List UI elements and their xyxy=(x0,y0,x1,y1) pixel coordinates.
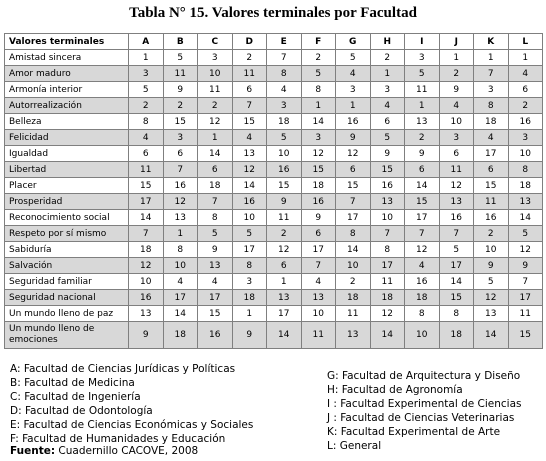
table-cell: 12 xyxy=(129,258,164,274)
table-cell: 4 xyxy=(474,130,509,146)
column-header: E xyxy=(267,34,302,50)
row-label: Un mundo lleno de paz xyxy=(5,306,129,322)
table-cell: 9 xyxy=(267,194,302,210)
table-cell: 13 xyxy=(508,194,543,210)
column-header: I xyxy=(405,34,440,50)
table-cell: 12 xyxy=(439,178,474,194)
table-cell: 18 xyxy=(301,178,336,194)
table-cell: 15 xyxy=(439,290,474,306)
table-cell: 17 xyxy=(439,258,474,274)
legend-item: I : Facultad Experimental de Ciencias xyxy=(327,398,522,410)
table-cell: 17 xyxy=(198,290,233,306)
table-cell: 1 xyxy=(129,50,164,66)
table-cell: 8 xyxy=(301,82,336,98)
table-cell: 3 xyxy=(163,130,198,146)
row-label: Libertad xyxy=(5,162,129,178)
table-cell: 7 xyxy=(163,162,198,178)
table-cell: 14 xyxy=(474,322,509,349)
table-cell: 6 xyxy=(198,162,233,178)
table-cell: 17 xyxy=(474,146,509,162)
table-cell: 17 xyxy=(405,210,440,226)
table-row xyxy=(5,130,543,146)
row-label: Amistad sincera xyxy=(5,50,129,66)
table-cell: 5 xyxy=(232,226,267,242)
table-cell: 7 xyxy=(301,258,336,274)
row-label: Reconocimiento social xyxy=(5,210,129,226)
table-cell: 5 xyxy=(267,130,302,146)
table-cell: 11 xyxy=(336,306,371,322)
table-cell: 3 xyxy=(232,274,267,290)
table-cell: 13 xyxy=(267,290,302,306)
table-cell: 16 xyxy=(474,210,509,226)
table-cell: 10 xyxy=(301,306,336,322)
legend-item: J : Facultad de Ciencias Veterinarias xyxy=(327,412,515,424)
row-label: Belleza xyxy=(5,114,129,130)
table-cell: 5 xyxy=(129,82,164,98)
table-cell: 10 xyxy=(508,146,543,162)
table-cell: 15 xyxy=(474,178,509,194)
column-header: B xyxy=(163,34,198,50)
table-cell: 15 xyxy=(163,114,198,130)
column-header: D xyxy=(232,34,267,50)
table-cell: 10 xyxy=(336,258,371,274)
table-cell: 5 xyxy=(163,50,198,66)
table-cell: 1 xyxy=(163,226,198,242)
table-cell: 1 xyxy=(336,98,371,114)
table-cell: 3 xyxy=(370,82,405,98)
table-cell: 15 xyxy=(232,114,267,130)
table-row xyxy=(5,290,543,306)
legend-item: L: General xyxy=(327,440,382,452)
table-cell: 15 xyxy=(405,194,440,210)
row-label: Placer xyxy=(5,178,129,194)
table-cell: 11 xyxy=(301,322,336,349)
table-cell: 3 xyxy=(198,50,233,66)
table-cell: 8 xyxy=(267,66,302,82)
table-row xyxy=(5,82,543,98)
table-cell: 7 xyxy=(232,98,267,114)
table-cell: 17 xyxy=(508,290,543,306)
table-cell: 8 xyxy=(405,306,440,322)
table-cell: 12 xyxy=(474,290,509,306)
table-cell: 4 xyxy=(163,274,198,290)
table-cell: 9 xyxy=(508,258,543,274)
table-cell: 8 xyxy=(370,242,405,258)
table-cell: 13 xyxy=(370,194,405,210)
table-cell: 8 xyxy=(336,226,371,242)
legend-item: A: Facultad de Ciencias Jurídicas y Políticas xyxy=(10,363,236,375)
table-row xyxy=(5,274,543,290)
table-cell: 9 xyxy=(232,322,267,349)
table-cell: 4 xyxy=(336,66,371,82)
table-cell: 7 xyxy=(439,226,474,242)
table-cell: 18 xyxy=(198,178,233,194)
row-label: Un mundo lleno de emociones xyxy=(5,322,129,349)
legend-item: K: Facultad Experimental de Arte xyxy=(327,426,501,438)
table-cell: 17 xyxy=(370,258,405,274)
table-cell: 12 xyxy=(198,114,233,130)
table-cell: 13 xyxy=(301,290,336,306)
table-cell: 4 xyxy=(129,130,164,146)
table-cell: 18 xyxy=(163,322,198,349)
table-cell: 3 xyxy=(508,130,543,146)
table-cell: 5 xyxy=(301,66,336,82)
table-cell: 14 xyxy=(508,210,543,226)
table-cell: 16 xyxy=(301,194,336,210)
table-row xyxy=(5,114,543,130)
row-label: Amor maduro xyxy=(5,66,129,82)
table-cell: 1 xyxy=(405,98,440,114)
table-cell: 12 xyxy=(267,242,302,258)
source-label: Fuente: xyxy=(10,445,56,457)
table-cell: 16 xyxy=(129,290,164,306)
table-cell: 18 xyxy=(474,114,509,130)
table-cell: 14 xyxy=(336,242,371,258)
table-cell: 18 xyxy=(232,290,267,306)
table-cell: 12 xyxy=(405,242,440,258)
table-cell: 7 xyxy=(370,226,405,242)
table-cell: 16 xyxy=(405,274,440,290)
table-cell: 17 xyxy=(163,290,198,306)
table-cell: 3 xyxy=(439,130,474,146)
table-cell: 16 xyxy=(370,178,405,194)
legend-item: E: Facultad de Ciencias Económicas y Sociales xyxy=(10,419,254,431)
table-cell: 3 xyxy=(336,82,371,98)
table-cell: 2 xyxy=(129,98,164,114)
table-cell: 14 xyxy=(163,306,198,322)
table-row xyxy=(5,162,543,178)
legend-right xyxy=(327,369,522,453)
table-cell: 7 xyxy=(129,226,164,242)
table-cell: 18 xyxy=(508,178,543,194)
table-cell: 2 xyxy=(232,50,267,66)
table-cell: 7 xyxy=(267,50,302,66)
table-cell: 7 xyxy=(405,226,440,242)
table-cell: 10 xyxy=(267,146,302,162)
table-row xyxy=(5,306,543,322)
table-cell: 2 xyxy=(405,130,440,146)
table-cell: 11 xyxy=(232,66,267,82)
legend-item: B: Facultad de Medicina xyxy=(10,377,135,389)
table-row xyxy=(5,242,543,258)
table-cell: 14 xyxy=(232,178,267,194)
column-header: J xyxy=(439,34,474,50)
table-cell: 11 xyxy=(129,162,164,178)
table-cell: 10 xyxy=(232,210,267,226)
table-cell: 7 xyxy=(508,274,543,290)
table-cell: 13 xyxy=(439,194,474,210)
table-cell: 2 xyxy=(508,98,543,114)
table-row xyxy=(5,66,543,82)
table-cell: 2 xyxy=(163,98,198,114)
legend-left xyxy=(10,362,253,446)
table-cell: 5 xyxy=(439,242,474,258)
table-cell: 1 xyxy=(301,98,336,114)
legend-item: F: Facultad de Humanidades y Educación xyxy=(10,433,226,445)
table-cell: 12 xyxy=(301,146,336,162)
table-cell: 1 xyxy=(198,130,233,146)
table-cell: 18 xyxy=(336,290,371,306)
table-cell: 12 xyxy=(163,194,198,210)
table-cell: 17 xyxy=(129,194,164,210)
table-cell: 15 xyxy=(336,178,371,194)
table-cell: 7 xyxy=(474,66,509,82)
table-cell: 14 xyxy=(370,322,405,349)
row-label: Autorrealización xyxy=(5,98,129,114)
table-cell: 16 xyxy=(336,114,371,130)
table-cell: 15 xyxy=(198,306,233,322)
table-cell: 6 xyxy=(508,82,543,98)
source-text: Cuadernillo CACOVE, 2008 xyxy=(55,445,199,457)
legend-item: G: Facultad de Arquitectura y Diseño xyxy=(327,370,521,382)
table-row xyxy=(5,322,543,349)
table-cell: 8 xyxy=(232,258,267,274)
table-cell: 11 xyxy=(439,162,474,178)
table-cell: 18 xyxy=(129,242,164,258)
table-cell: 15 xyxy=(301,162,336,178)
table-cell: 3 xyxy=(405,50,440,66)
table-cell: 4 xyxy=(198,274,233,290)
row-label: Sabiduría xyxy=(5,242,129,258)
table-cell: 10 xyxy=(129,274,164,290)
table-row xyxy=(5,50,543,66)
table-cell: 6 xyxy=(474,162,509,178)
table-cell: 14 xyxy=(129,210,164,226)
table-cell: 9 xyxy=(163,82,198,98)
table-cell: 2 xyxy=(439,66,474,82)
table-cell: 9 xyxy=(301,210,336,226)
column-header: L xyxy=(508,34,543,50)
table-cell: 6 xyxy=(301,226,336,242)
table-cell: 3 xyxy=(129,66,164,82)
table-cell: 18 xyxy=(405,290,440,306)
table-cell: 5 xyxy=(508,226,543,242)
table-cell: 1 xyxy=(439,50,474,66)
table-cell: 8 xyxy=(474,98,509,114)
table-cell: 9 xyxy=(405,146,440,162)
table-cell: 6 xyxy=(336,162,371,178)
table-cell: 1 xyxy=(508,50,543,66)
column-header: K xyxy=(474,34,509,50)
table-cell: 10 xyxy=(474,242,509,258)
table-cell: 2 xyxy=(301,50,336,66)
table-row xyxy=(5,210,543,226)
row-label: Seguridad nacional xyxy=(5,290,129,306)
column-header: H xyxy=(370,34,405,50)
table-cell: 14 xyxy=(439,274,474,290)
table-cell: 2 xyxy=(198,98,233,114)
table-cell: 8 xyxy=(163,242,198,258)
legend-item: C: Facultad de Ingeniería xyxy=(10,391,141,403)
table-cell: 5 xyxy=(474,274,509,290)
table-cell: 2 xyxy=(267,226,302,242)
table-body xyxy=(5,50,543,349)
table-cell: 12 xyxy=(232,162,267,178)
table-cell: 5 xyxy=(405,66,440,82)
table-cell: 8 xyxy=(129,114,164,130)
table-cell: 5 xyxy=(370,130,405,146)
table-cell: 13 xyxy=(198,258,233,274)
table-cell: 9 xyxy=(198,242,233,258)
row-label: Prosperidad xyxy=(5,194,129,210)
table-cell: 6 xyxy=(370,114,405,130)
table-row xyxy=(5,98,543,114)
table-cell: 16 xyxy=(508,114,543,130)
table-row xyxy=(5,258,543,274)
table-cell: 18 xyxy=(267,114,302,130)
table-cell: 2 xyxy=(474,226,509,242)
table-cell: 6 xyxy=(267,258,302,274)
table-cell: 9 xyxy=(336,130,371,146)
table-cell: 16 xyxy=(198,322,233,349)
table-cell: 18 xyxy=(370,290,405,306)
table-cell: 4 xyxy=(301,274,336,290)
table-cell: 15 xyxy=(129,178,164,194)
table-cell: 10 xyxy=(370,210,405,226)
table-cell: 7 xyxy=(198,194,233,210)
table-cell: 6 xyxy=(129,146,164,162)
table-cell: 11 xyxy=(163,66,198,82)
table-cell: 1 xyxy=(232,306,267,322)
table-cell: 4 xyxy=(439,98,474,114)
table-cell: 17 xyxy=(267,306,302,322)
table-cell: 9 xyxy=(370,146,405,162)
table-cell: 12 xyxy=(336,146,371,162)
table-cell: 17 xyxy=(301,242,336,258)
table-cell: 16 xyxy=(439,210,474,226)
table-cell: 16 xyxy=(232,194,267,210)
table-cell: 16 xyxy=(163,178,198,194)
table-row xyxy=(5,194,543,210)
table-cell: 13 xyxy=(232,146,267,162)
table-cell: 6 xyxy=(439,146,474,162)
table-cell: 12 xyxy=(370,306,405,322)
column-header: A xyxy=(129,34,164,50)
table-cell: 13 xyxy=(405,114,440,130)
table-row xyxy=(5,178,543,194)
table-cell: 6 xyxy=(163,146,198,162)
table-cell: 7 xyxy=(336,194,371,210)
row-label: Felicidad xyxy=(5,130,129,146)
table-cell: 11 xyxy=(405,82,440,98)
table-cell: 4 xyxy=(405,258,440,274)
table-cell: 10 xyxy=(198,66,233,82)
table-cell: 4 xyxy=(508,66,543,82)
table-cell: 14 xyxy=(198,146,233,162)
table-cell: 13 xyxy=(336,322,371,349)
table-cell: 4 xyxy=(232,130,267,146)
table-cell: 11 xyxy=(267,210,302,226)
table-cell: 6 xyxy=(232,82,267,98)
table-cell: 13 xyxy=(474,306,509,322)
table-cell: 10 xyxy=(405,322,440,349)
legend-item: H: Facultad de Agronomía xyxy=(327,384,463,396)
header-values-label: Valores terminales xyxy=(5,34,129,50)
table-cell: 17 xyxy=(336,210,371,226)
table-cell: 3 xyxy=(474,82,509,98)
table-cell: 13 xyxy=(163,210,198,226)
table-row xyxy=(5,226,543,242)
row-label: Seguridad familiar xyxy=(5,274,129,290)
table-row xyxy=(5,146,543,162)
table-cell: 14 xyxy=(405,178,440,194)
table-title: Tabla N° 15. Valores terminales por Facultad xyxy=(129,5,417,21)
table-cell: 5 xyxy=(336,50,371,66)
source-note xyxy=(10,445,198,457)
values-table xyxy=(4,33,543,349)
table-cell: 3 xyxy=(301,130,336,146)
table-cell: 15 xyxy=(370,162,405,178)
column-header: G xyxy=(336,34,371,50)
table-cell: 6 xyxy=(405,162,440,178)
table-cell: 17 xyxy=(232,242,267,258)
table-cell: 13 xyxy=(129,306,164,322)
table-cell: 11 xyxy=(370,274,405,290)
table-cell: 9 xyxy=(129,322,164,349)
row-label: Armonía interior xyxy=(5,82,129,98)
table-cell: 8 xyxy=(198,210,233,226)
table-cell: 5 xyxy=(198,226,233,242)
table-header-row xyxy=(5,34,543,50)
table-cell: 14 xyxy=(267,322,302,349)
table-cell: 18 xyxy=(439,322,474,349)
table-cell: 9 xyxy=(439,82,474,98)
column-header: C xyxy=(198,34,233,50)
table-cell: 4 xyxy=(370,98,405,114)
table-cell: 14 xyxy=(301,114,336,130)
table-cell: 3 xyxy=(267,98,302,114)
table-cell: 10 xyxy=(163,258,198,274)
row-label: Respeto por sí mismo xyxy=(5,226,129,242)
table-cell: 16 xyxy=(267,162,302,178)
table-cell: 10 xyxy=(439,114,474,130)
table-cell: 11 xyxy=(198,82,233,98)
table-cell: 2 xyxy=(336,274,371,290)
table-cell: 11 xyxy=(508,306,543,322)
table-cell: 9 xyxy=(474,258,509,274)
table-cell: 15 xyxy=(508,322,543,349)
column-header: F xyxy=(301,34,336,50)
table-cell: 1 xyxy=(267,274,302,290)
table-cell: 8 xyxy=(439,306,474,322)
row-label: Salvación xyxy=(5,258,129,274)
table-cell: 12 xyxy=(508,242,543,258)
table-cell: 11 xyxy=(474,194,509,210)
table-cell: 1 xyxy=(370,66,405,82)
table-cell: 4 xyxy=(267,82,302,98)
legend-item: D: Facultad de Odontología xyxy=(10,405,153,417)
row-label: Igualdad xyxy=(5,146,129,162)
table-cell: 15 xyxy=(267,178,302,194)
table-cell: 2 xyxy=(370,50,405,66)
table-cell: 8 xyxy=(508,162,543,178)
table-cell: 1 xyxy=(474,50,509,66)
